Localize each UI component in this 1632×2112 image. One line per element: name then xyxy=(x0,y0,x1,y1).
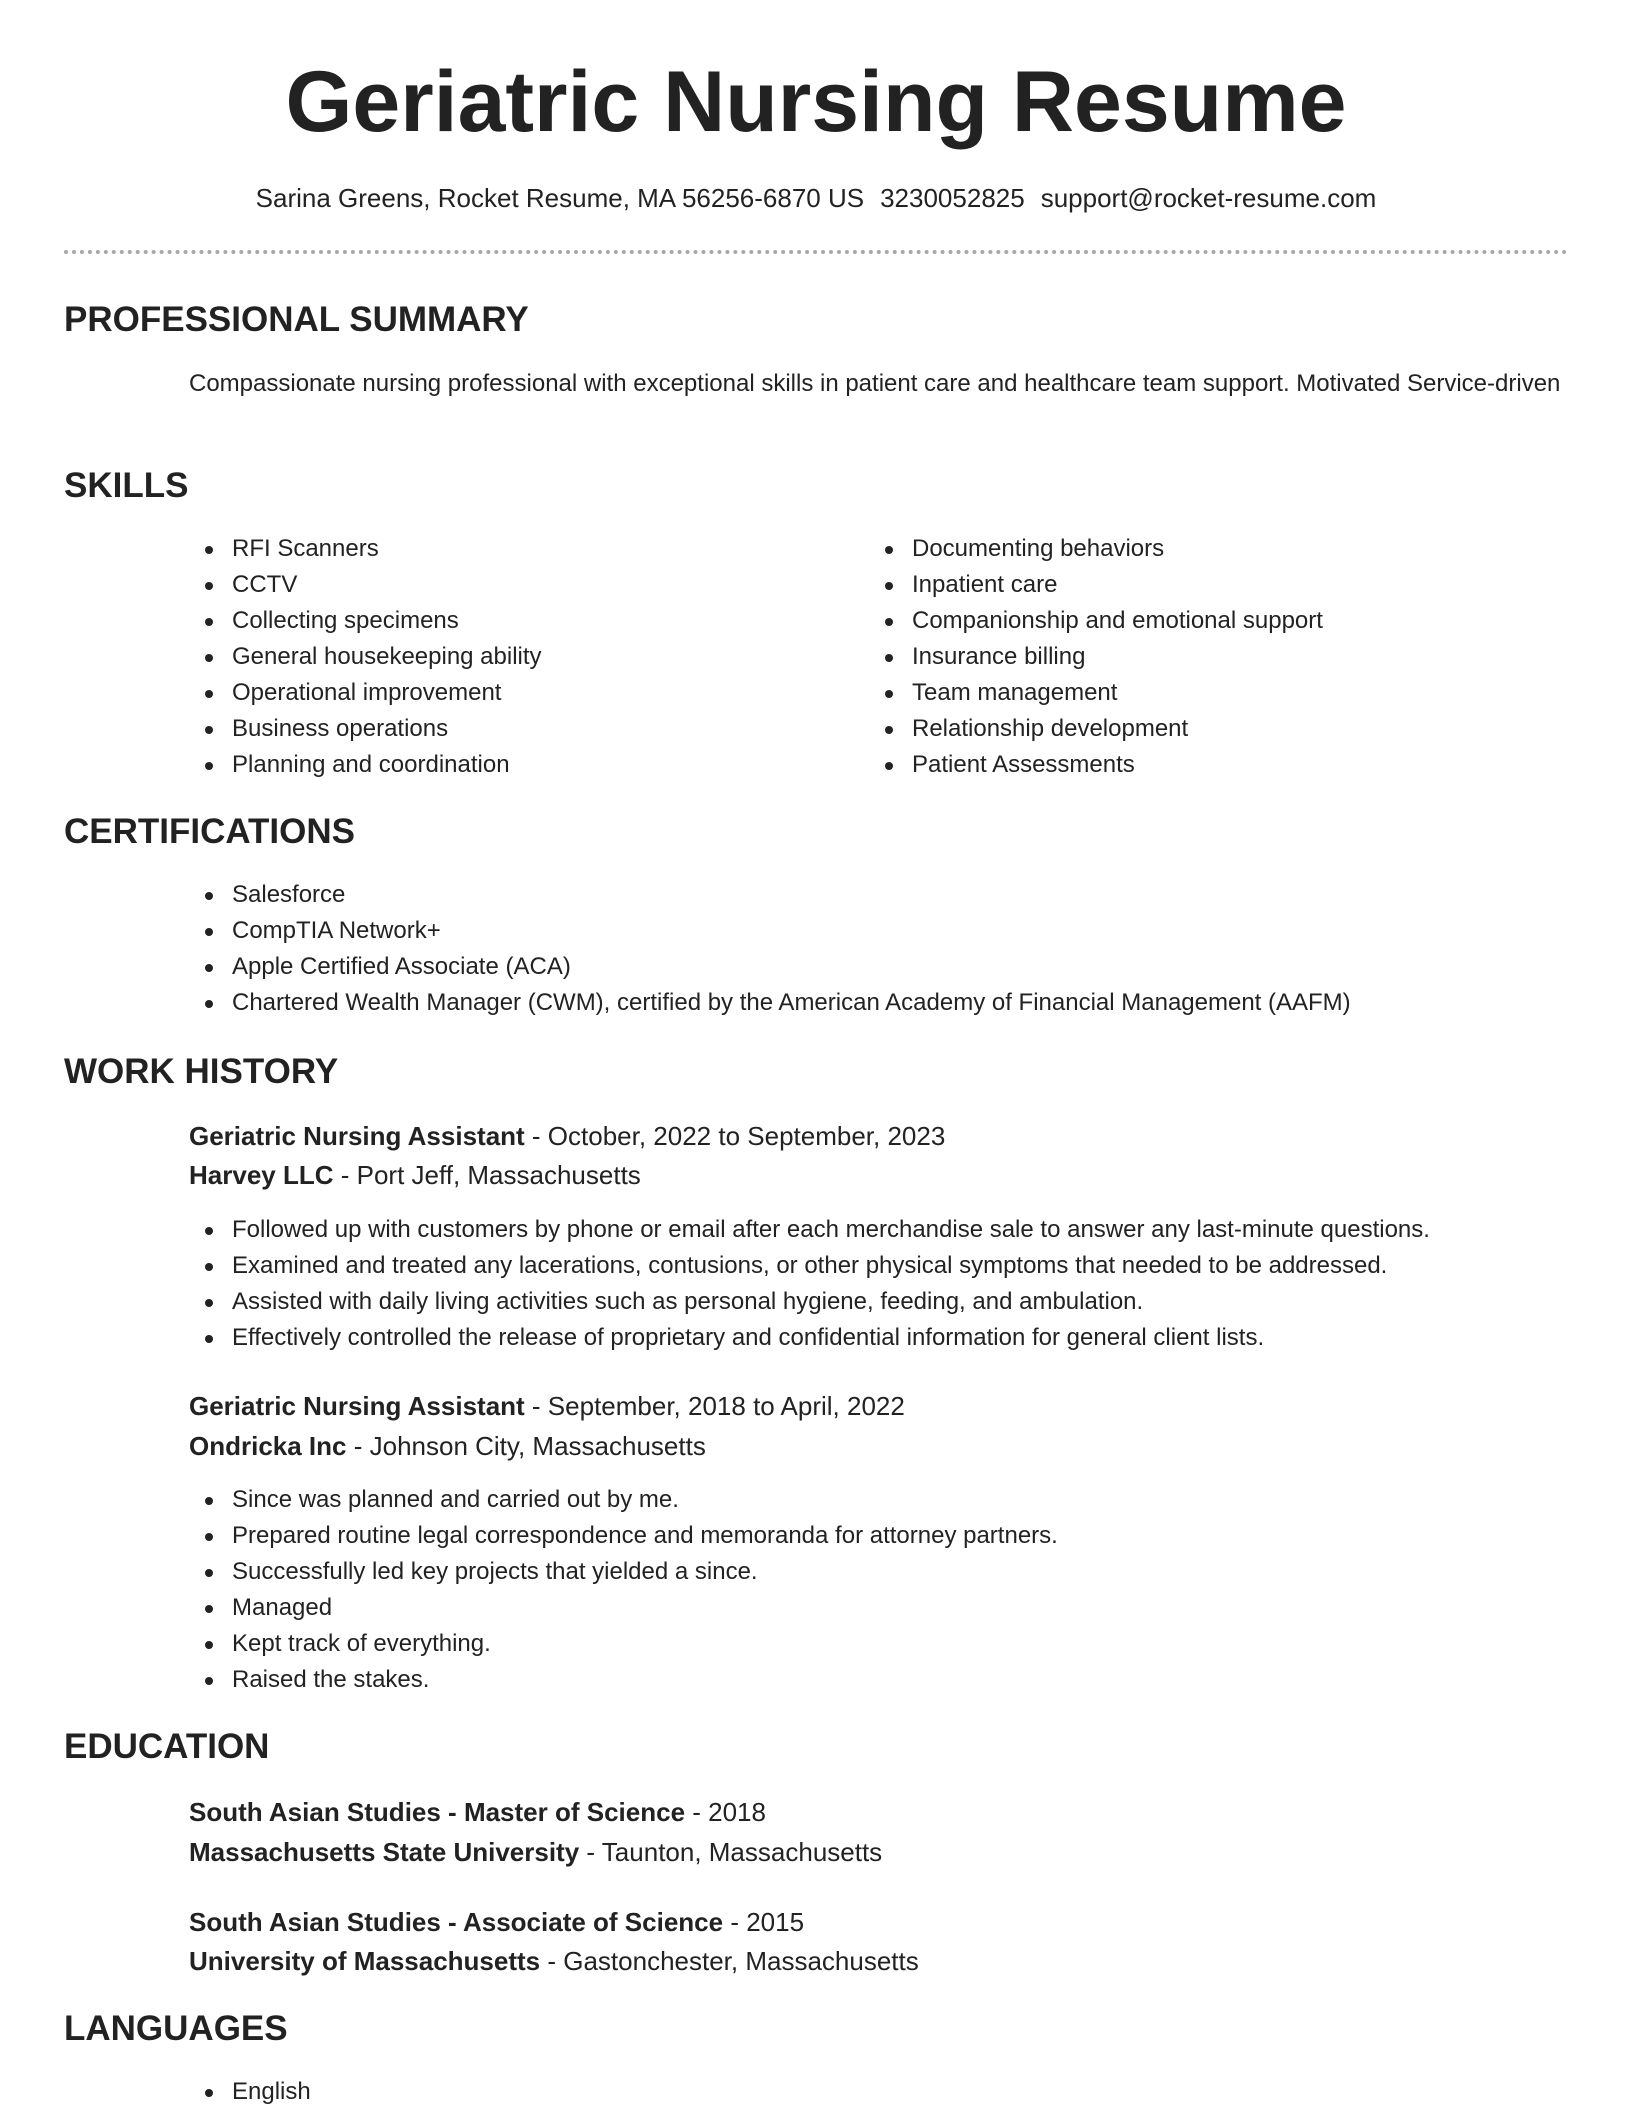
job-company-line xyxy=(189,1427,706,1465)
job-bullets xyxy=(188,1482,1058,1698)
education-year: - 2015 xyxy=(723,1907,805,1937)
resume-title: Geriatric Nursing Resume xyxy=(285,54,1347,150)
skill-item: Inpatient care xyxy=(868,567,1323,603)
education-school-line xyxy=(189,1942,919,1980)
certification-item: Apple Certified Associate (ACA) xyxy=(188,949,1351,985)
skills-list-right xyxy=(868,531,1323,783)
skill-item: Business operations xyxy=(188,711,542,747)
job-bullet: Assisted with daily living activities such as personal hygiene, feeding, and ambulation. xyxy=(188,1284,1430,1320)
certification-item: Chartered Wealth Manager (CWM), certified by the American Academy of Financial Management (AAFM) xyxy=(188,985,1351,1021)
section-title-certifications: CERTIFICATIONS xyxy=(64,812,356,851)
certifications-list xyxy=(188,877,1351,1021)
skill-item: RFI Scanners xyxy=(188,531,542,567)
education-school: University of Massachusetts xyxy=(189,1946,541,1976)
job-dates: - October, 2022 to September, 2023 xyxy=(524,1121,946,1151)
skill-item: Planning and coordination xyxy=(188,747,542,783)
job-location: - Port Jeff, Massachusetts xyxy=(333,1160,641,1190)
section-title-summary: PROFESSIONAL SUMMARY xyxy=(64,300,529,339)
contact-line xyxy=(0,180,1632,216)
job-bullets xyxy=(188,1212,1430,1356)
job-title-line xyxy=(189,1387,905,1425)
skill-item: Team management xyxy=(868,675,1323,711)
job-bullet: Successfully led key projects that yielded a since. xyxy=(188,1554,1058,1590)
job-bullet: Kept track of everything. xyxy=(188,1626,1058,1662)
section-title-languages: LANGUAGES xyxy=(64,2009,288,2048)
education-degree: South Asian Studies - Master of Science xyxy=(189,1797,686,1827)
education-year: - 2018 xyxy=(685,1797,766,1827)
skill-item: Patient Assessments xyxy=(868,747,1323,783)
section-title-skills: SKILLS xyxy=(64,466,189,505)
job-role: Geriatric Nursing Assistant xyxy=(189,1121,525,1151)
skill-item: Documenting behaviors xyxy=(868,531,1323,567)
job-title-line xyxy=(189,1117,945,1155)
contact-address: Sarina Greens, Rocket Resume, MA 56256-6870 US xyxy=(255,183,865,213)
education-school: Massachusetts State University xyxy=(189,1837,580,1867)
education-degree: South Asian Studies - Associate of Science xyxy=(189,1907,724,1937)
language-item: English xyxy=(188,2074,311,2110)
skill-item: Insurance billing xyxy=(868,639,1323,675)
languages-list xyxy=(188,2074,311,2110)
skill-item: Relationship development xyxy=(868,711,1323,747)
contact-email: support@rocket-resume.com xyxy=(1040,183,1377,213)
skill-item: Companionship and emotional support xyxy=(868,603,1323,639)
certification-item: CompTIA Network+ xyxy=(188,913,1351,949)
skill-item: Collecting specimens xyxy=(188,603,542,639)
job-bullet: Raised the stakes. xyxy=(188,1662,1058,1698)
education-location: - Taunton, Massachusetts xyxy=(579,1837,883,1867)
job-bullet: Examined and treated any lacerations, contusions, or other physical symptoms that needed to be addressed. xyxy=(188,1248,1430,1284)
certification-item: Salesforce xyxy=(188,877,1351,913)
header-divider xyxy=(64,250,1568,254)
job-bullet: Managed xyxy=(188,1590,1058,1626)
education-degree-line xyxy=(189,1793,766,1831)
section-title-education: EDUCATION xyxy=(64,1727,270,1766)
job-company: Harvey LLC xyxy=(189,1160,334,1190)
job-bullet: Since was planned and carried out by me. xyxy=(188,1482,1058,1518)
job-bullet: Effectively controlled the release of proprietary and confidential information for general client lists. xyxy=(188,1320,1430,1356)
education-degree-line xyxy=(189,1903,804,1941)
education-school-line xyxy=(189,1833,882,1871)
section-title-work-history: WORK HISTORY xyxy=(64,1052,339,1091)
skills-list-left xyxy=(188,531,542,783)
job-company-line xyxy=(189,1156,641,1194)
contact-phone: 3230052825 xyxy=(880,183,1025,213)
job-role: Geriatric Nursing Assistant xyxy=(189,1391,525,1421)
education-location: - Gastonchester, Massachusetts xyxy=(540,1946,919,1976)
skill-item: Operational improvement xyxy=(188,675,542,711)
job-bullet: Prepared routine legal correspondence and memoranda for attorney partners. xyxy=(188,1518,1058,1554)
job-company: Ondricka Inc xyxy=(189,1431,347,1461)
job-dates: - September, 2018 to April, 2022 xyxy=(524,1391,905,1421)
skill-item: CCTV xyxy=(188,567,542,603)
summary-text: Compassionate nursing professional with exceptional skills in patient care and healthcare team support. Motivated Service-driven xyxy=(189,370,1561,397)
job-bullet: Followed up with customers by phone or email after each merchandise sale to answer any last-minute questions. xyxy=(188,1212,1430,1248)
skill-item: General housekeeping ability xyxy=(188,639,542,675)
job-location: - Johnson City, Massachusetts xyxy=(346,1431,706,1461)
